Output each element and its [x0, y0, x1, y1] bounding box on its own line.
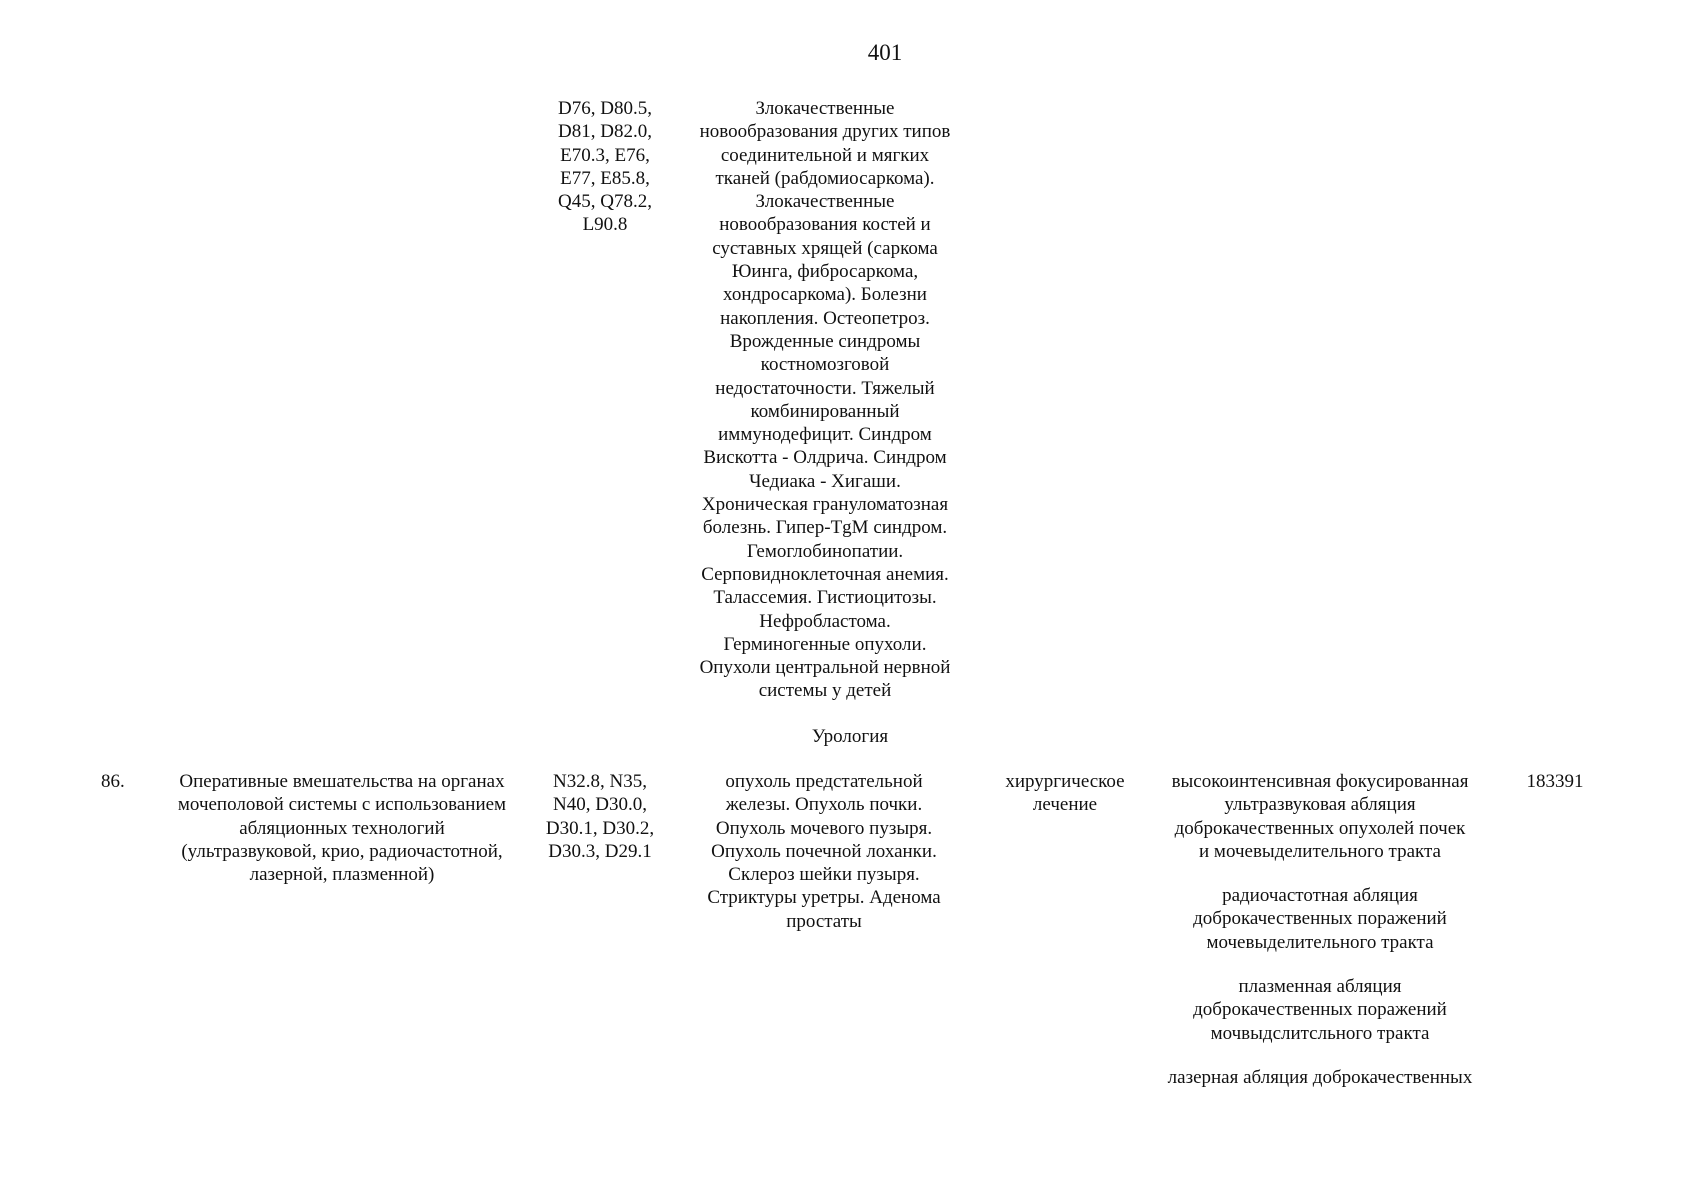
- page-number: 401: [867, 40, 903, 65]
- row-number: 86.: [101, 771, 125, 792]
- method-item: плазменная абляция доброкачественных поражений мочвыдслитсльного тракта: [1193, 976, 1447, 1044]
- row-treatment-type: хирургическое лечение: [1005, 771, 1125, 816]
- row-icd-codes: N32.8, N35, N40, D30.0, D30.1, D30.2, D30.3, D29.1: [545, 771, 655, 862]
- row-price: 183391: [1526, 771, 1584, 792]
- row-diagnosis: опухоль предстательной железы. Опухоль почки. Опухоль мочевого пузыря. Опухоль почечной лоханки. Склероз шейки пузыря. Стриктуры уретры. Аденома простаты: [707, 771, 941, 932]
- row-treatment-name: Оперативные вмешательства на органах мочеполовой системы с использованием абляционных технологий (ультразвуковой, крио, радиочастотной, лазерной, плазменной): [177, 771, 507, 886]
- method-item: высокоинтенсивная фокусированная ультразвуковая абляция доброкачественных опухолей почек и мочевыделительного тракта: [1171, 771, 1469, 862]
- continued-row-codes: D76, D80.5, D81, D82.0, E70.3, E76, E77, E85.8, Q45, Q78.2, L90.8: [558, 98, 652, 236]
- method-item: радиочастотная абляция доброкачественных поражений мочевыделительного тракта: [1193, 885, 1447, 953]
- row-methods: [1140, 770, 1500, 1110]
- continued-row-diagnosis: Злокачественные новообразования других типов соединительной и мягких тканей (рабдомиосаркома). Злокачественные новообразования костей и суставных хрящей (саркома Юинга, фибросаркома, хондросаркома). Болезни накопления. Остеопетроз. Врожденные синдромы костномозговой недостаточности. Тяжелый комбинированный иммунодефицит. Синдром Вискотта - Олдрича. Синдром Чедиака - Хигаши. Хроническая грануломатозная болезнь. Гипер-TgM синдром. Гемоглобинопатии. Серповидноклеточная анемия. Талассемия. Гистиоцитозы. Нефробластома. Герминогенные опухоли. Опухоли центральной нервной системы у детей: [699, 98, 951, 702]
- section-title: Урология: [811, 726, 889, 747]
- method-item: лазерная абляция доброкачественных: [1167, 1066, 1473, 1088]
